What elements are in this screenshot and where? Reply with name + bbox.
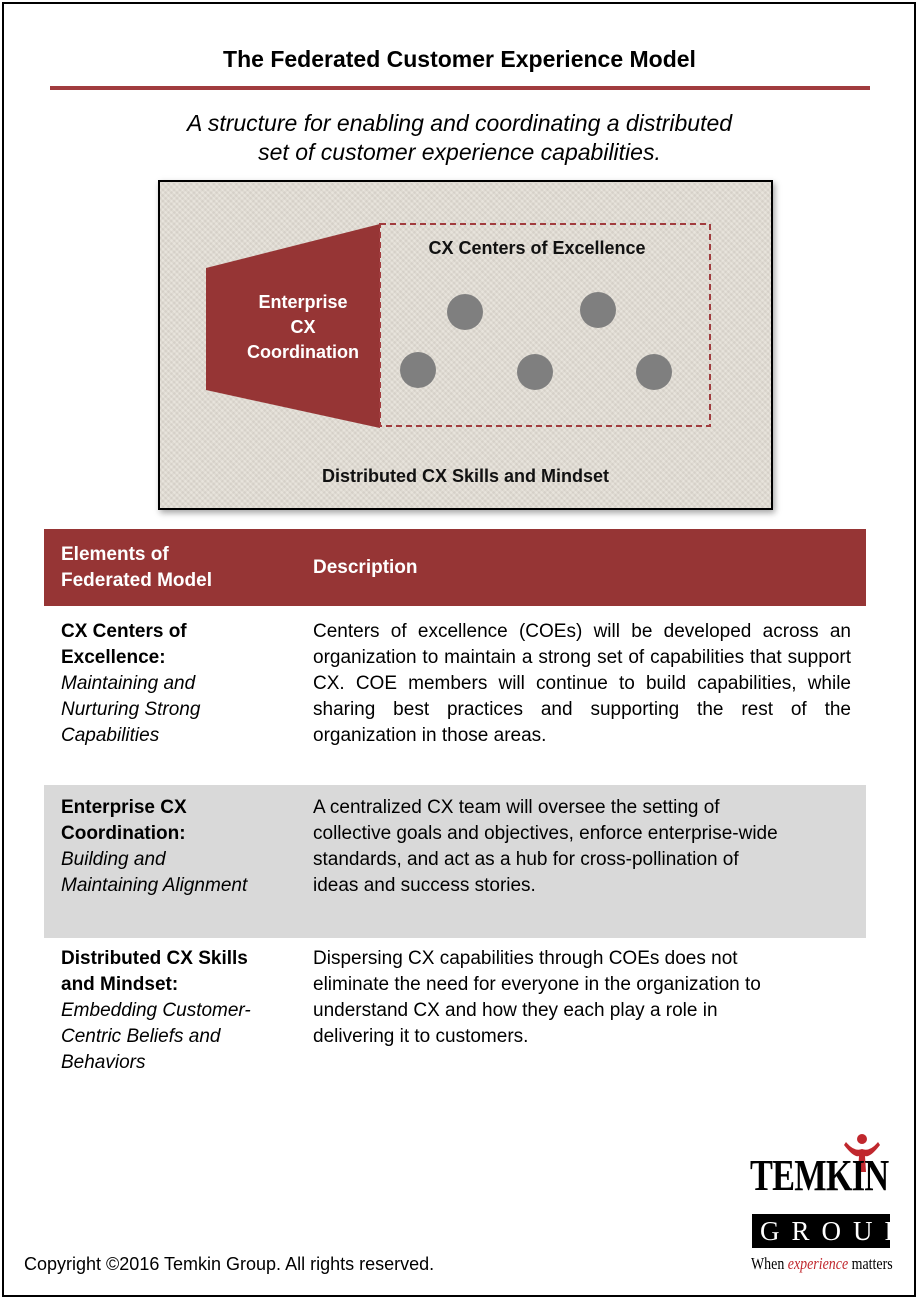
tagline-pre: When — [751, 1254, 788, 1273]
header-elements-line-1: Elements of — [61, 543, 169, 565]
distributed-label: Distributed CX Skills and Mindset — [321, 466, 610, 486]
tagline-accent: experience — [787, 1254, 849, 1273]
coe-dot — [447, 294, 483, 330]
title-divider — [50, 86, 870, 90]
description-line-1: A centralized CX team will oversee the setting of — [313, 797, 720, 818]
header-elements-line-2: Federated Model — [61, 569, 212, 591]
description-line-4: ideas and success stories. — [313, 875, 536, 896]
coe-dot — [517, 354, 553, 390]
subtitle-line-2: set of customer experience capabilities. — [258, 139, 661, 165]
coordination-label — [218, 290, 388, 365]
element-sub-line-1: Building and — [61, 849, 166, 870]
description-line-4: delivering it to customers. — [313, 1026, 529, 1047]
coe-dot — [400, 352, 436, 388]
logo-group-bar: GROUP — [752, 1214, 890, 1248]
coordination-label-line-3: Coordination — [247, 342, 359, 362]
element-name-line-1: Enterprise CX — [61, 797, 187, 818]
coe-dots — [400, 292, 672, 390]
element-sub-line-3: Capabilities — [61, 725, 160, 746]
element-cell — [44, 795, 297, 938]
copyright-notice: Copyright ©2016 Temkin Group. All rights reserved. — [24, 1254, 435, 1274]
element-name-line-2: Coordination: — [61, 823, 186, 844]
description-line-2: eliminate the need for everyone in the organization to — [313, 974, 761, 995]
description-line-2: collective goals and objectives, enforce enterprise-wide — [313, 823, 778, 844]
table-header — [44, 529, 866, 606]
header-elements — [44, 542, 297, 594]
federated-model-diagram — [158, 180, 773, 510]
element-name-line-1: CX Centers of — [61, 621, 187, 642]
temkin-group-logo — [750, 1130, 912, 1280]
header-description: Description — [313, 556, 418, 578]
elements-table — [44, 529, 866, 1088]
description-cell — [297, 946, 866, 1088]
coe-dot — [580, 292, 616, 328]
coordination-label-line-2: CX — [290, 317, 316, 337]
logo-tagline — [751, 1254, 893, 1274]
subtitle-line-1: A structure for enabling and coordinating a distributed — [186, 110, 733, 136]
element-sub-line-2: Maintaining Alignment — [61, 875, 248, 896]
page-subtitle — [0, 109, 919, 167]
table-row — [44, 938, 866, 1088]
description-cell: Centers of excellence (COEs) will be developed across an organization to maintain a strong set of capabilities that support CX. COE members will continue to build capabilities, while sharing best practices and supporting the rest of the organization in those areas. — [313, 621, 851, 746]
coe-label: CX Centers of Excellence — [428, 238, 646, 258]
element-name-line-2: and Mindset: — [61, 974, 179, 995]
element-name-line-2: Excellence: — [61, 647, 166, 668]
coordination-label-line-1: Enterprise — [258, 292, 348, 312]
element-sub-line-1: Embedding Customer- — [61, 1000, 251, 1021]
table-row — [44, 606, 866, 785]
description-line-3: standards, and act as a hub for cross-pollination of — [313, 849, 739, 870]
tagline-post: matters — [848, 1254, 893, 1273]
description-cell — [297, 795, 866, 938]
element-sub-line-3: Behaviors — [61, 1052, 146, 1073]
description-line-1: Dispersing CX capabilities through COEs does not — [313, 948, 738, 969]
coe-dot — [636, 354, 672, 390]
table-row — [44, 785, 866, 938]
element-sub-line-1: Maintaining and — [61, 673, 196, 694]
element-sub-line-2: Centric Beliefs and — [61, 1026, 221, 1047]
element-cell — [44, 619, 297, 785]
description-line-3: understand CX and how they each play a role in — [313, 1000, 718, 1021]
page-title: The Federated Customer Experience Model — [223, 46, 696, 72]
logo-wordmark: TEMKIN — [750, 1151, 889, 1200]
element-name-line-1: Distributed CX Skills — [61, 948, 248, 969]
element-cell — [44, 946, 297, 1088]
element-sub-line-2: Nurturing Strong — [61, 699, 201, 720]
